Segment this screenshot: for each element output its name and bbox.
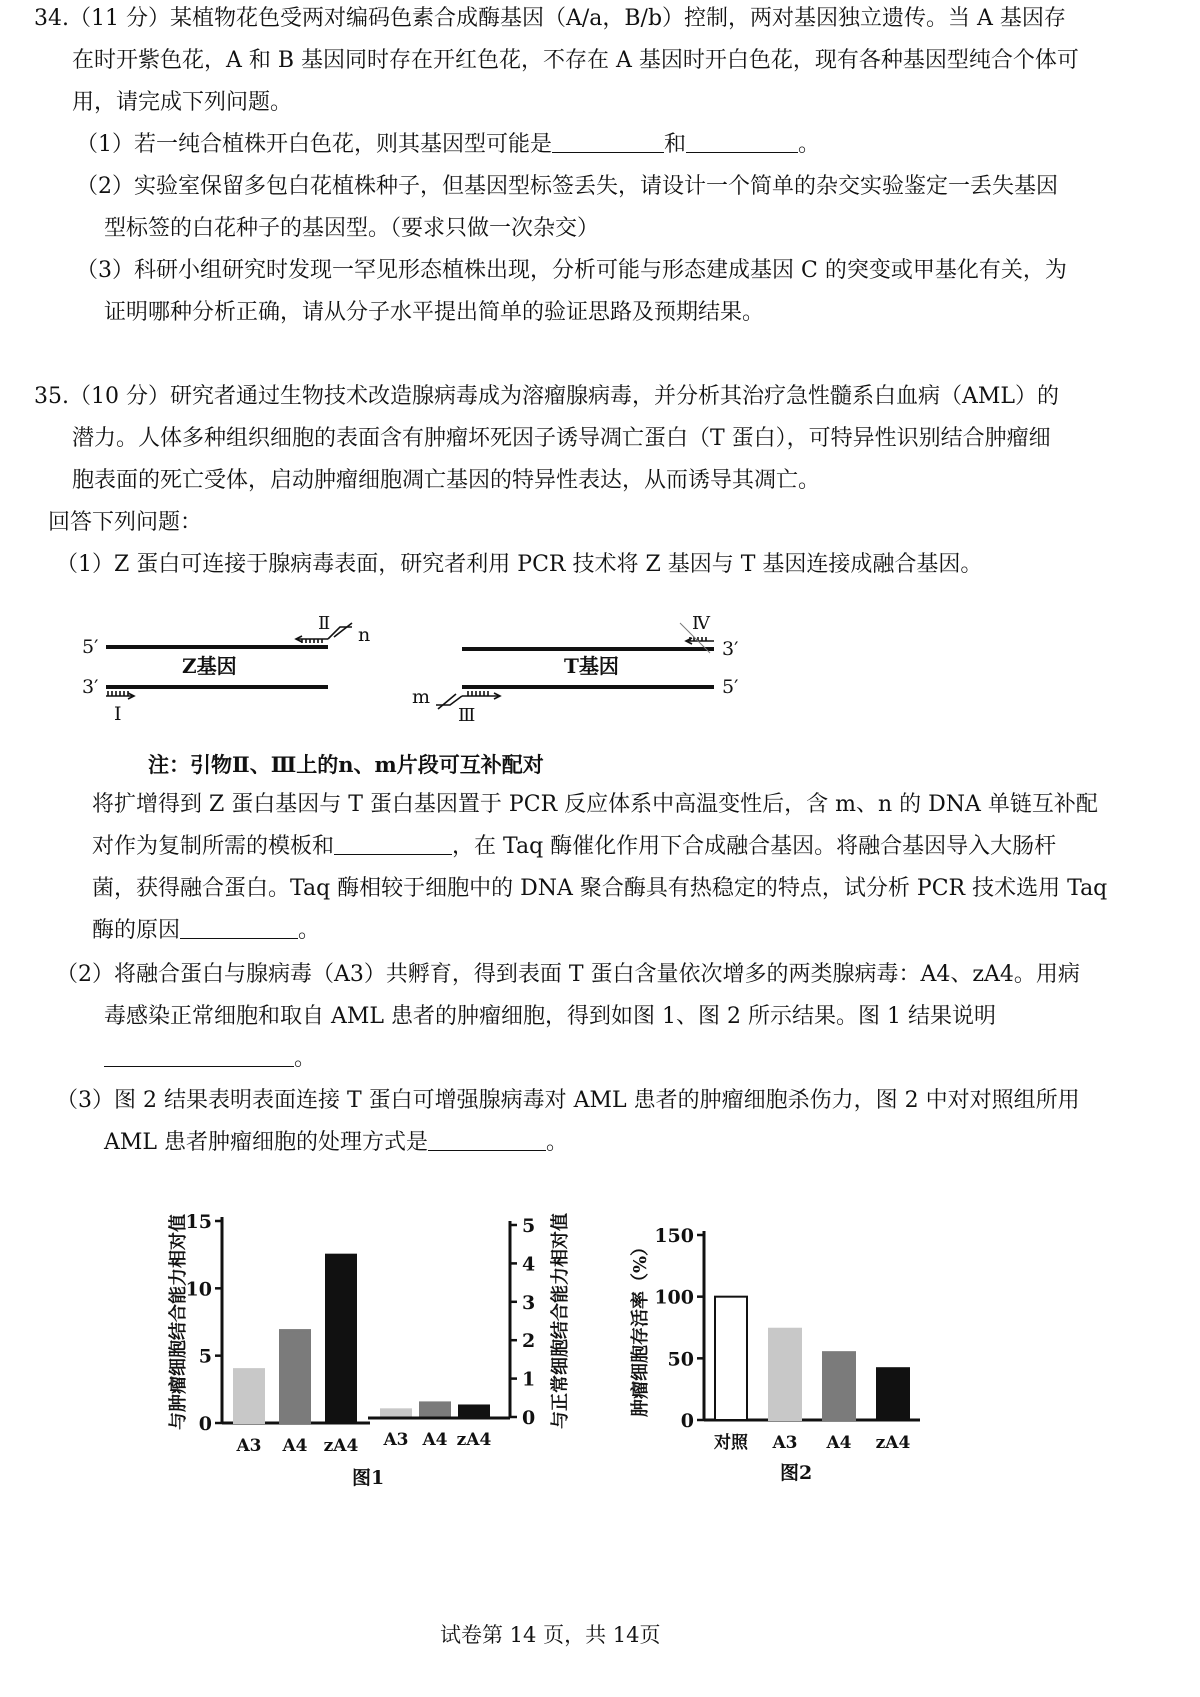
pcr-primer-diagram: [70, 605, 770, 730]
t-3prime-label: 3′: [722, 638, 739, 660]
q35-sub1-p4-pre: 酶的原因: [92, 918, 181, 943]
x-tick-label: A4: [826, 1433, 852, 1453]
y-tick-label: 4: [522, 1253, 536, 1276]
q35-sub3-line2: [104, 1128, 568, 1158]
answer-prompt: 回答下列问题：: [48, 510, 203, 535]
primer-2-label: Ⅱ: [318, 613, 331, 634]
bar: [715, 1297, 747, 1420]
bar: [877, 1368, 909, 1420]
t-gene-label: T基因: [564, 654, 619, 678]
q35-sub1-p4-end: 。: [298, 918, 321, 943]
y-tick-label: 50: [667, 1348, 694, 1371]
answer-blank[interactable]: [334, 832, 452, 855]
q34-line3: 用，请完成下列问题。: [72, 90, 293, 115]
x-tick-label: zA4: [875, 1433, 911, 1453]
diagram-note: 注：引物Ⅱ、Ⅲ上的n、m片段可互补配对: [148, 752, 544, 777]
answer-blank[interactable]: [180, 916, 298, 939]
bar: [459, 1405, 489, 1417]
figure-1-caption: 图1: [352, 1467, 385, 1489]
bar: [769, 1329, 801, 1420]
z-5prime-label: 5′: [82, 636, 99, 658]
figure-1-tumor-binding-chart: [160, 1205, 370, 1465]
y-tick-label: 0: [198, 1413, 212, 1435]
t-5prime-label: 5′: [722, 676, 739, 698]
answer-blank[interactable]: [104, 1044, 294, 1067]
q35-sub2-end: 。: [294, 1046, 317, 1071]
q35-sub1-p1: 将扩增得到 Z 蛋白基因与 T 蛋白基因置于 PCR 反应体系中高温变性后，含 m、n 的 DNA 单链互补配: [92, 792, 1098, 817]
y-tick-label: 5: [522, 1215, 536, 1237]
q35-sub2-line1: （2）将融合蛋白与腺病毒（A3）共孵育，得到表面 T 蛋白含量依次增多的两类腺病毒：A4、zA4。用病: [56, 962, 1080, 987]
q35-sub1-p3: 菌，获得融合蛋白。Taq 酶相较于细胞中的 DNA 聚合酶具有热稳定的特点，试分析 PCR 技术选用 Taq: [92, 876, 1108, 901]
q34-sub1-and: 和: [664, 132, 687, 157]
fragment-m-label: m: [412, 686, 431, 708]
y-tick-label: 150: [654, 1225, 694, 1247]
q34-sub2-line1: （2）实验室保留多包白花植株种子，但基因型标签丢失，请设计一个简单的杂交实验鉴定一丢失基因: [76, 174, 1059, 199]
q34-sub1-end: 。: [798, 132, 821, 157]
y-axis-label: 肿瘤细胞存活率（%）: [630, 1237, 651, 1418]
x-tick-label: A4: [282, 1436, 308, 1456]
y-tick-label: 100: [654, 1286, 694, 1309]
figure-2-caption: 图2: [780, 1462, 813, 1484]
y-tick-label: 10: [185, 1278, 212, 1301]
y-tick-label: 0: [522, 1407, 536, 1429]
answer-blank[interactable]: [552, 130, 664, 153]
q35-sub2-answer: [104, 1044, 316, 1074]
y-axis-label: 与肿瘤细胞结合能力相对值: [168, 1214, 189, 1430]
q35-sub1-p2-pre: 对作为复制所需的模板和: [92, 834, 335, 859]
q34-line2: 在时开紫色花，A 和 B 基因同时存在开红色花，不存在 A 基因时开白色花，现有各种基因型纯合个体可: [72, 48, 1079, 73]
x-tick-label: zA4: [456, 1430, 492, 1450]
bar: [420, 1402, 450, 1417]
q35-sub2-line2: 毒感染正常细胞和取自 AML 患者的肿瘤细胞，得到如图 1、图 2 所示结果。图 1 结果说明: [104, 1004, 996, 1029]
x-tick-label: A3: [383, 1430, 409, 1450]
q34-sub3-line1: （3）科研小组研究时发现一罕见形态植株出现，分析可能与形态建成基因 C 的突变或甲基化有关，为: [76, 258, 1067, 283]
q34-line1: 34.（11 分）某植物花色受两对编码色素合成酶基因（A/a，B/b）控制，两对基因独立遗传。当 A 基因存: [34, 6, 1066, 31]
primer-1: [106, 691, 134, 699]
x-tick-label: zA4: [323, 1436, 359, 1456]
q35-sub1-p2: [92, 832, 1056, 862]
answer-blank[interactable]: [428, 1128, 546, 1151]
q35-sub1-p4: [92, 916, 320, 946]
q35-line3: 胞表面的死亡受体，启动肿瘤细胞凋亡基因的特异性表达，从而诱导其凋亡。: [72, 468, 821, 493]
q35-sub1-p2-post: ，在 Taq 酶催化作用下合成融合基因。将融合基因导入大肠杆: [452, 834, 1057, 859]
q34-sub2-line2: 型标签的白花种子的基因型。（要求只做一次杂交）: [104, 216, 600, 241]
y-tick-label: 1: [522, 1368, 536, 1391]
primer-3-label: Ⅲ: [458, 705, 476, 726]
y-tick-label: 0: [680, 1410, 694, 1432]
x-tick-label: A3: [236, 1436, 262, 1456]
q35-sub3-line2-pre: AML 患者肿瘤细胞的处理方式是: [104, 1130, 429, 1155]
z-gene-label: Z基因: [182, 654, 237, 678]
answer-blank[interactable]: [686, 130, 798, 153]
q34-sub1: [76, 130, 820, 160]
bar: [280, 1330, 310, 1423]
y-tick-label: 3: [522, 1291, 536, 1314]
x-tick-label: A4: [422, 1430, 448, 1450]
figure-1-normal-binding-chart: [368, 1205, 588, 1465]
y-tick-label: 2: [522, 1330, 536, 1353]
bar: [326, 1255, 356, 1423]
y-tick-label: 15: [185, 1211, 212, 1233]
q34-sub1-text: （1）若一纯合植株开白色花，则其基因型可能是: [76, 132, 552, 157]
bar: [234, 1369, 264, 1423]
q35-line1: 35.（10 分）研究者通过生物技术改造腺病毒成为溶瘤腺病毒，并分析其治疗急性髓系白血病（AML）的: [34, 384, 1060, 409]
z-3prime-label: 3′: [82, 676, 99, 698]
y-tick-label: 5: [198, 1345, 212, 1368]
bar: [381, 1409, 411, 1417]
fragment-n-label: n: [358, 624, 371, 646]
x-tick-label: A3: [772, 1433, 798, 1453]
page-footer: 试卷第 14 页，共 14页: [440, 1623, 661, 1647]
bar: [823, 1352, 855, 1420]
q35-sub3-end: 。: [546, 1130, 569, 1155]
figure-2-survival-chart: [620, 1205, 930, 1465]
q34-sub3-line2: 证明哪种分析正确，请从分子水平提出简单的验证思路及预期结果。: [104, 300, 765, 325]
q35-sub3-line1: （3）图 2 结果表明表面连接 T 蛋白可增强腺病毒对 AML 患者的肿瘤细胞杀伤力，图 2 中对对照组所用: [56, 1088, 1080, 1113]
primer-1-label: Ⅰ: [114, 703, 122, 725]
primer-4-label: Ⅳ: [692, 613, 710, 634]
y-axis-label: 与正常细胞结合能力相对值: [550, 1213, 571, 1429]
q35-sub1-intro: （1）Z 蛋白可连接于腺病毒表面，研究者利用 PCR 技术将 Z 基因与 T 基因连接成融合基因。: [56, 552, 983, 577]
q35-line2: 潜力。人体多种组织细胞的表面含有肿瘤坏死因子诱导凋亡蛋白（T 蛋白），可特异性识别结合肿瘤细: [72, 426, 1051, 451]
x-tick-label: 对照: [714, 1433, 748, 1453]
